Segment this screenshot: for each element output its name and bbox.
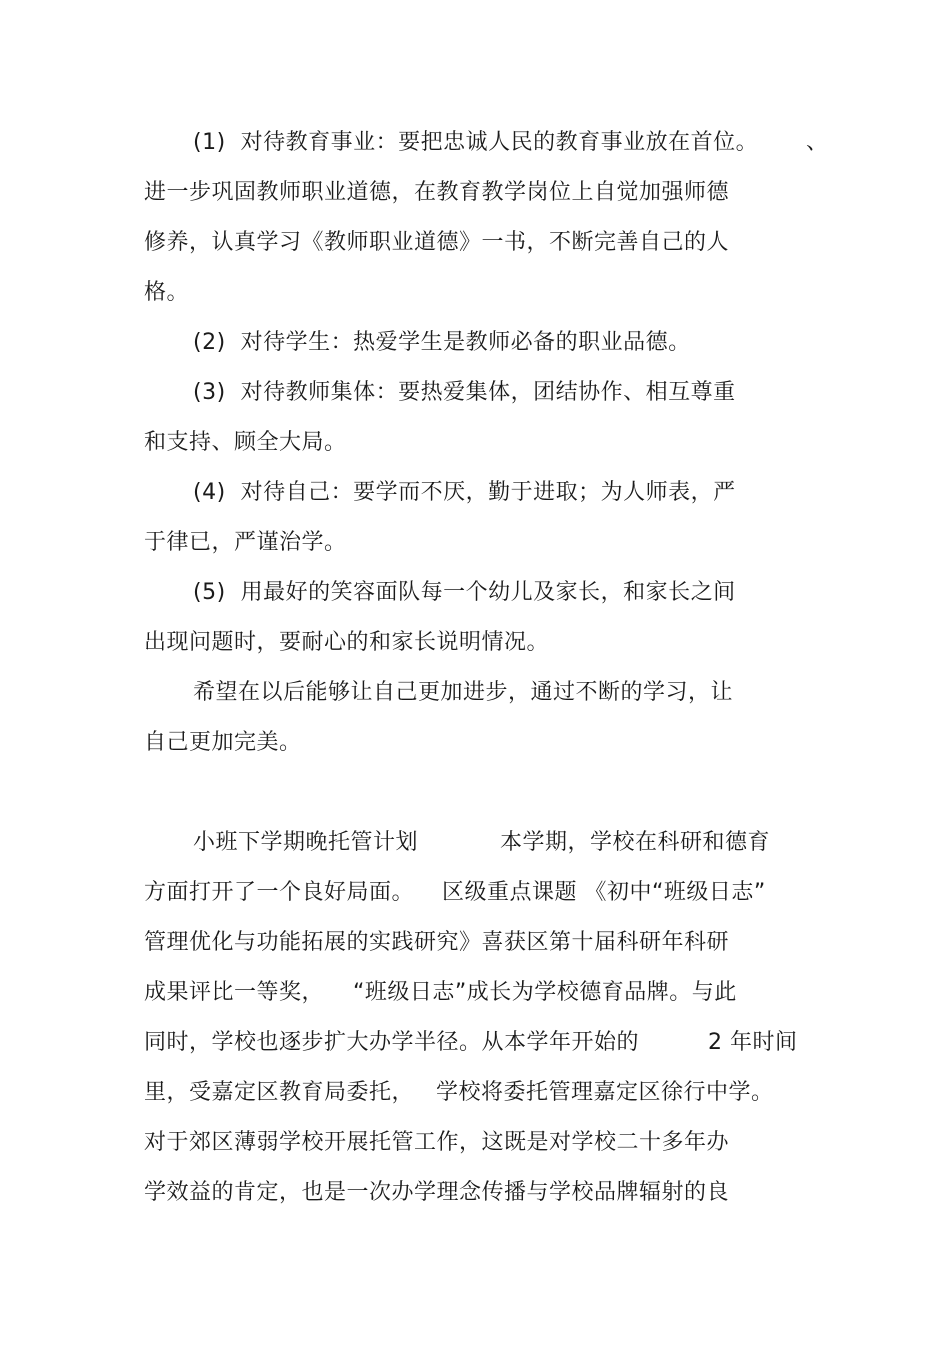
text-line: 方面打开了一个良好局面。 (144, 880, 415, 905)
text-line: 学校将委托管理嘉定区徐行中学。 (436, 1080, 774, 1105)
text-line: 小班下学期晚托管计划 (193, 830, 419, 855)
text-line: 管理优化与功能拓展的实践研究》喜获区第十届科研年科研 (144, 930, 730, 955)
text-line: 2 年时间 (708, 1030, 798, 1055)
text-line: 于律已，严谨治学。 (144, 530, 347, 555)
text-line: 里，受嘉定区教育局委托， (144, 1080, 415, 1105)
text-line: (5) 用最好的笑容面队每一个幼儿及家长，和家长之间 (193, 580, 736, 605)
text-line: 同时，学校也逐步扩大办学半径。从本学年开始的 (144, 1030, 640, 1055)
text-line: “班级日志”成长为学校德育品牌。与此 (353, 980, 737, 1005)
text-line: (3) 对待教师集体：要热爱集体，团结协作、相互尊重 (193, 380, 736, 405)
text-line: 成果评比一等奖， (144, 980, 325, 1005)
text-line: 和支持、顾全大局。 (144, 430, 347, 455)
text-line: 希望在以后能够让自己更加进步，通过不断的学习，让 (193, 680, 734, 705)
text-line: 格。 (144, 280, 190, 305)
text-line: 本学期，学校在科研和德育 (500, 830, 771, 855)
text-line: (2) 对待学生：热爱学生是教师必备的职业品德。 (193, 330, 691, 355)
text-line: 学效益的肯定，也是一次办学理念传播与学校品牌辐射的良 (144, 1180, 730, 1205)
text-line: 进一步巩固教师职业道德，在教育教学岗位上自觉加强师德 (144, 180, 730, 205)
text-line: (1) 对待教育事业：要把忠诚人民的教育事业放在首位。 (193, 130, 759, 155)
text-line: 区级重点课题 《初中“班级日志” (442, 880, 766, 905)
text-line: 、 (806, 130, 829, 155)
text-line: (4) 对待自己：要学而不厌，勤于进取；为人师表，严 (193, 480, 736, 505)
text-line: 修养，认真学习《教师职业道德》一书，不断完善自己的人 (144, 230, 730, 255)
text-line: 对于郊区薄弱学校开展托管工作，这既是对学校二十多年办 (144, 1130, 730, 1155)
text-line: 自己更加完美。 (144, 730, 302, 755)
text-line: 出现问题时，要耐心的和家长说明情况。 (144, 630, 550, 655)
